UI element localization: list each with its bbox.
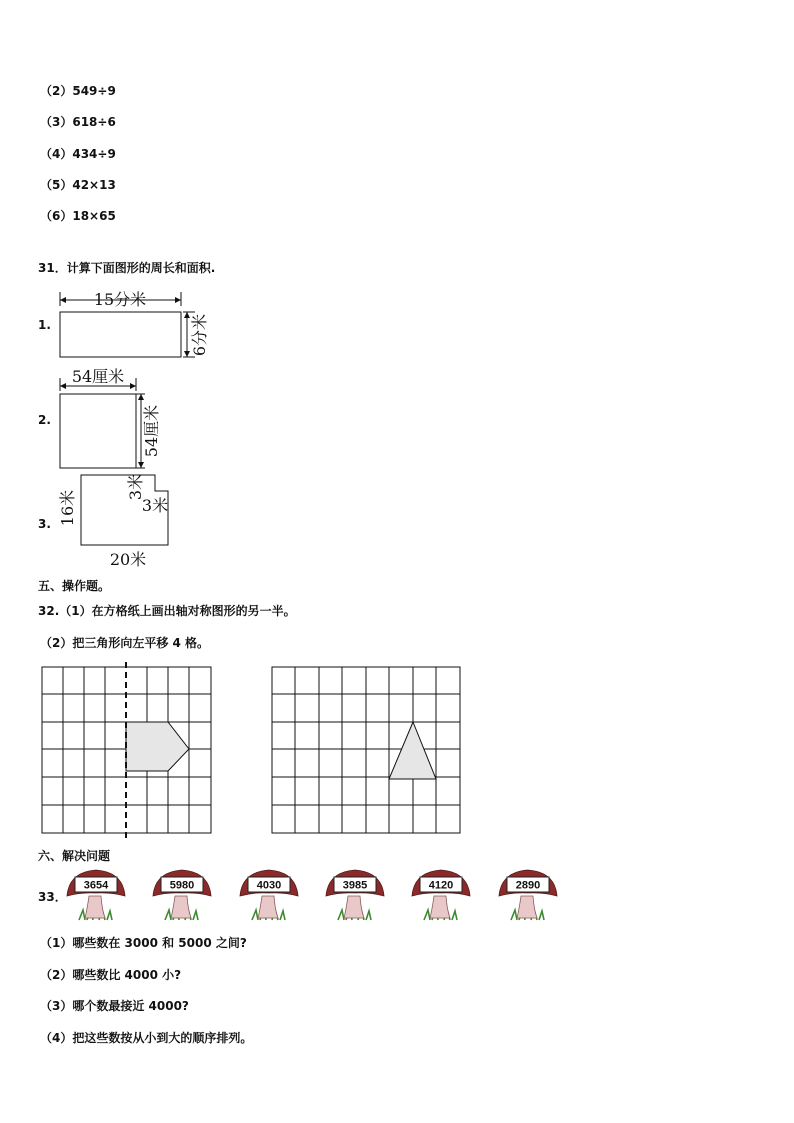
mushroom-stem (517, 896, 537, 918)
question-32-part-2: （2）把三角形向左平移 4 格。 (40, 636, 210, 650)
mushroom-number: 5980 (169, 879, 195, 892)
mushroom-card (324, 866, 386, 922)
calc-item-6: （6）18×65 (40, 209, 116, 223)
question-33-number: 33． (38, 890, 67, 904)
calc-item-3: （3）618÷6 (40, 115, 116, 129)
calc-item-5: （5）42×13 (40, 178, 116, 192)
figure-3-bottom-label: 20米 (109, 550, 147, 569)
figure-2-height-label: 54厘米 (142, 404, 161, 458)
mushroom-stem (430, 896, 450, 918)
mushroom-stem (344, 896, 364, 918)
mushroom-number: 3654 (83, 879, 109, 892)
figure-3-notch-horizontal-label: 3米 (141, 496, 169, 515)
triangle-shape (389, 722, 436, 779)
mushroom-card (151, 866, 213, 922)
mushroom-card (238, 866, 300, 922)
section-6-heading: 六、解决问题 (38, 849, 111, 863)
figure-2-width-label: 54厘米 (71, 367, 125, 386)
question-33-part-3: （3）哪个数最接近 4000? (40, 999, 189, 1013)
figure-1-height-label: 6分米 (190, 313, 209, 357)
question-31-title: 31．计算下面图形的周长和面积. (38, 261, 216, 275)
mushroom-number: 4120 (428, 879, 454, 892)
mushroom-number: 4030 (256, 879, 282, 892)
mushroom-card (410, 866, 472, 922)
mushroom-card (65, 866, 127, 922)
mushroom-number: 3985 (342, 879, 368, 892)
mushroom-number: 2890 (515, 879, 541, 892)
mushroom-card (497, 866, 559, 922)
figure-3-notch-vertical-label: 3米 (126, 473, 145, 501)
mushroom-stem (85, 896, 105, 918)
mushroom-stem (171, 896, 191, 918)
question-33-part-1: （1）哪些数在 3000 和 5000 之间? (40, 936, 247, 950)
question-33-part-2: （2）哪些数比 4000 小? (40, 968, 182, 982)
figure-1-number: 1. (38, 318, 51, 332)
section-5-heading: 五、操作题。 (38, 579, 111, 593)
figure-1-width-label: 15分米 (93, 290, 147, 309)
calc-item-2: （2）549÷9 (40, 84, 116, 98)
figure-3-number: 3. (38, 517, 51, 531)
mushroom-stem (258, 896, 278, 918)
figure-2-number: 2. (38, 413, 51, 427)
figure-3-left-label: 16米 (58, 489, 77, 527)
calc-item-4: （4）434÷9 (40, 147, 116, 161)
question-32-part-1: 32.（1）在方格纸上画出轴对称图形的另一半。 (38, 604, 296, 618)
question-33-part-4: （4）把这些数按从小到大的顺序排列。 (40, 1031, 253, 1045)
